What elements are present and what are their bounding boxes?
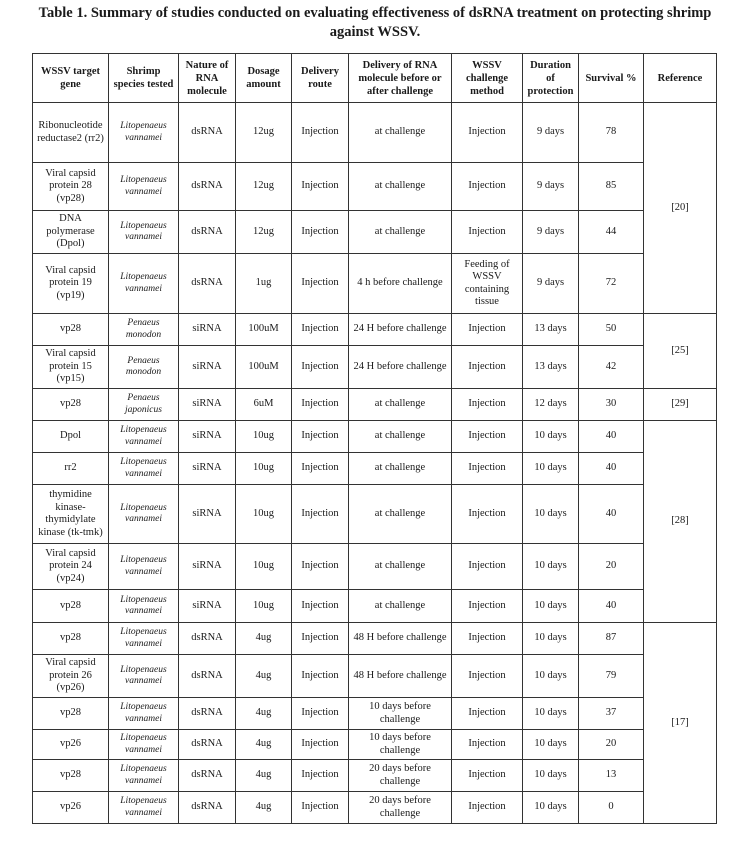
- species-cell: Litopenaeus vannamei: [109, 421, 179, 453]
- method-cell: Injection: [452, 590, 523, 623]
- species-cell: Litopenaeus vannamei: [109, 760, 179, 792]
- nature-cell: siRNA: [179, 421, 236, 453]
- species-cell: Penaeus japonicus: [109, 389, 179, 421]
- dosage-cell: 4ug: [236, 698, 292, 730]
- table-row: [33, 623, 717, 655]
- caption-line-2: against WSSV.: [329, 24, 421, 40]
- duration-cell: 10 days: [523, 453, 579, 485]
- route-cell: Injection: [292, 623, 349, 655]
- survival-cell: 37: [579, 698, 644, 730]
- reference-cell: [25]: [644, 314, 717, 389]
- header-dosage: Dosage amount: [236, 54, 292, 103]
- route-cell: Injection: [292, 314, 349, 346]
- timing-cell: at challenge: [349, 389, 452, 421]
- species-cell: Penaeus monodon: [109, 314, 179, 346]
- method-cell: Injection: [452, 346, 523, 389]
- gene-cell: vp28: [33, 760, 109, 792]
- route-cell: Injection: [292, 485, 349, 544]
- route-cell: Injection: [292, 698, 349, 730]
- duration-cell: 9 days: [523, 103, 579, 163]
- dosage-cell: 4ug: [236, 792, 292, 824]
- table-row: [33, 421, 717, 453]
- route-cell: Injection: [292, 760, 349, 792]
- dosage-cell: 10ug: [236, 453, 292, 485]
- route-cell: Injection: [292, 211, 349, 254]
- timing-cell: 4 h before challenge: [349, 254, 452, 314]
- survival-cell: 40: [579, 453, 644, 485]
- table-container: [32, 53, 716, 824]
- caption-line-1: Table 1. Summary of studies conducted on evaluating effectiveness of dsRNA treatment on protecting shrimp: [38, 5, 712, 21]
- gene-cell: vp28: [33, 389, 109, 421]
- table-row: [33, 103, 717, 163]
- reference-cell: [20]: [644, 103, 717, 314]
- duration-cell: 9 days: [523, 254, 579, 314]
- method-cell: Injection: [452, 103, 523, 163]
- species-cell: Litopenaeus vannamei: [109, 623, 179, 655]
- nature-cell: dsRNA: [179, 698, 236, 730]
- survival-cell: 42: [579, 346, 644, 389]
- timing-cell: 48 H before challenge: [349, 655, 452, 698]
- survival-cell: 40: [579, 485, 644, 544]
- gene-cell: rr2: [33, 453, 109, 485]
- timing-cell: at challenge: [349, 421, 452, 453]
- duration-cell: 10 days: [523, 655, 579, 698]
- method-cell: Injection: [452, 421, 523, 453]
- timing-cell: 20 days before challenge: [349, 760, 452, 792]
- route-cell: Injection: [292, 730, 349, 760]
- nature-cell: dsRNA: [179, 655, 236, 698]
- dosage-cell: 12ug: [236, 211, 292, 254]
- table-row: [33, 655, 717, 698]
- header-duration: Duration of protection: [523, 54, 579, 103]
- header-method: WSSV challenge method: [452, 54, 523, 103]
- nature-cell: siRNA: [179, 346, 236, 389]
- route-cell: Injection: [292, 254, 349, 314]
- route-cell: Injection: [292, 389, 349, 421]
- gene-cell: vp28: [33, 698, 109, 730]
- dosage-cell: 100uM: [236, 314, 292, 346]
- method-cell: Injection: [452, 698, 523, 730]
- survival-cell: 79: [579, 655, 644, 698]
- duration-cell: 9 days: [523, 211, 579, 254]
- survival-cell: 72: [579, 254, 644, 314]
- table-row: [33, 254, 717, 314]
- reference-cell: [28]: [644, 421, 717, 623]
- species-cell: Litopenaeus vannamei: [109, 163, 179, 211]
- species-cell: Litopenaeus vannamei: [109, 211, 179, 254]
- table-row: [33, 211, 717, 254]
- nature-cell: dsRNA: [179, 211, 236, 254]
- gene-cell: Ribonucleotide reductase2 (rr2): [33, 103, 109, 163]
- survival-cell: 78: [579, 103, 644, 163]
- method-cell: Injection: [452, 792, 523, 824]
- gene-cell: vp26: [33, 792, 109, 824]
- dosage-cell: 10ug: [236, 544, 292, 590]
- timing-cell: at challenge: [349, 211, 452, 254]
- timing-cell: 24 H before challenge: [349, 346, 452, 389]
- duration-cell: 10 days: [523, 792, 579, 824]
- gene-cell: Viral capsid protein 19 (vp19): [33, 254, 109, 314]
- reference-cell: [29]: [644, 389, 717, 421]
- gene-cell: Viral capsid protein 26 (vp26): [33, 655, 109, 698]
- species-cell: Litopenaeus vannamei: [109, 730, 179, 760]
- survival-cell: 40: [579, 421, 644, 453]
- survival-cell: 30: [579, 389, 644, 421]
- table-row: [33, 698, 717, 730]
- duration-cell: 10 days: [523, 698, 579, 730]
- timing-cell: at challenge: [349, 103, 452, 163]
- nature-cell: dsRNA: [179, 163, 236, 211]
- survival-cell: 44: [579, 211, 644, 254]
- method-cell: Injection: [452, 655, 523, 698]
- gene-cell: DNA polymerase (Dpol): [33, 211, 109, 254]
- dosage-cell: 4ug: [236, 655, 292, 698]
- duration-cell: 12 days: [523, 389, 579, 421]
- nature-cell: dsRNA: [179, 760, 236, 792]
- gene-cell: Viral capsid protein 15 (vp15): [33, 346, 109, 389]
- reference-cell: [17]: [644, 623, 717, 824]
- survival-cell: 20: [579, 544, 644, 590]
- species-cell: Litopenaeus vannamei: [109, 590, 179, 623]
- method-cell: Injection: [452, 314, 523, 346]
- route-cell: Injection: [292, 346, 349, 389]
- gene-cell: Dpol: [33, 421, 109, 453]
- nature-cell: dsRNA: [179, 254, 236, 314]
- species-cell: Litopenaeus vannamei: [109, 453, 179, 485]
- nature-cell: siRNA: [179, 485, 236, 544]
- gene-cell: vp28: [33, 590, 109, 623]
- dosage-cell: 10ug: [236, 485, 292, 544]
- survival-cell: 85: [579, 163, 644, 211]
- survival-cell: 40: [579, 590, 644, 623]
- table-row: [33, 544, 717, 590]
- table-row: [33, 346, 717, 389]
- timing-cell: at challenge: [349, 163, 452, 211]
- method-cell: Injection: [452, 623, 523, 655]
- table-row: [33, 760, 717, 792]
- summary-table: [32, 53, 717, 824]
- table-caption: [0, 4, 750, 42]
- dosage-cell: 10ug: [236, 421, 292, 453]
- timing-cell: 10 days before challenge: [349, 730, 452, 760]
- dosage-cell: 12ug: [236, 103, 292, 163]
- method-cell: Injection: [452, 730, 523, 760]
- timing-cell: at challenge: [349, 453, 452, 485]
- dosage-cell: 12ug: [236, 163, 292, 211]
- gene-cell: vp28: [33, 623, 109, 655]
- method-cell: Injection: [452, 389, 523, 421]
- route-cell: Injection: [292, 792, 349, 824]
- route-cell: Injection: [292, 103, 349, 163]
- header-nature: Nature of RNA molecule: [179, 54, 236, 103]
- header-species: Shrimp species tested: [109, 54, 179, 103]
- duration-cell: 10 days: [523, 730, 579, 760]
- table-row: [33, 730, 717, 760]
- duration-cell: 13 days: [523, 346, 579, 389]
- gene-cell: Viral capsid protein 28 (vp28): [33, 163, 109, 211]
- duration-cell: 10 days: [523, 623, 579, 655]
- table-row: [33, 389, 717, 421]
- dosage-cell: 1ug: [236, 254, 292, 314]
- route-cell: Injection: [292, 590, 349, 623]
- dosage-cell: 10ug: [236, 590, 292, 623]
- table-row: [33, 485, 717, 544]
- dosage-cell: 4ug: [236, 623, 292, 655]
- duration-cell: 10 days: [523, 421, 579, 453]
- table-row: [33, 453, 717, 485]
- table-row: [33, 314, 717, 346]
- gene-cell: thymidine kinase-thymidylate kinase (tk-tmk): [33, 485, 109, 544]
- gene-cell: vp28: [33, 314, 109, 346]
- route-cell: Injection: [292, 453, 349, 485]
- duration-cell: 13 days: [523, 314, 579, 346]
- timing-cell: at challenge: [349, 544, 452, 590]
- nature-cell: dsRNA: [179, 103, 236, 163]
- table-row: [33, 792, 717, 824]
- nature-cell: siRNA: [179, 590, 236, 623]
- header-route: Delivery route: [292, 54, 349, 103]
- route-cell: Injection: [292, 421, 349, 453]
- duration-cell: 10 days: [523, 485, 579, 544]
- table-body: [33, 103, 717, 824]
- header-gene: WSSV target gene: [33, 54, 109, 103]
- header-timing: Delivery of RNA molecule before or after challenge: [349, 54, 452, 103]
- header-row: [33, 54, 717, 103]
- nature-cell: siRNA: [179, 544, 236, 590]
- dosage-cell: 4ug: [236, 760, 292, 792]
- nature-cell: dsRNA: [179, 792, 236, 824]
- table-row: [33, 590, 717, 623]
- species-cell: Litopenaeus vannamei: [109, 698, 179, 730]
- method-cell: Injection: [452, 211, 523, 254]
- species-cell: Litopenaeus vannamei: [109, 103, 179, 163]
- duration-cell: 10 days: [523, 544, 579, 590]
- method-cell: Injection: [452, 163, 523, 211]
- species-cell: Litopenaeus vannamei: [109, 544, 179, 590]
- timing-cell: at challenge: [349, 485, 452, 544]
- route-cell: Injection: [292, 544, 349, 590]
- dosage-cell: 6uM: [236, 389, 292, 421]
- route-cell: Injection: [292, 655, 349, 698]
- survival-cell: 0: [579, 792, 644, 824]
- survival-cell: 20: [579, 730, 644, 760]
- duration-cell: 10 days: [523, 590, 579, 623]
- header-survival: Survival %: [579, 54, 644, 103]
- timing-cell: 48 H before challenge: [349, 623, 452, 655]
- method-cell: Injection: [452, 760, 523, 792]
- gene-cell: vp26: [33, 730, 109, 760]
- route-cell: Injection: [292, 163, 349, 211]
- timing-cell: 20 days before challenge: [349, 792, 452, 824]
- species-cell: Penaeus monodon: [109, 346, 179, 389]
- survival-cell: 13: [579, 760, 644, 792]
- nature-cell: siRNA: [179, 389, 236, 421]
- duration-cell: 9 days: [523, 163, 579, 211]
- timing-cell: 24 H before challenge: [349, 314, 452, 346]
- method-cell: Feeding of WSSV containing tissue: [452, 254, 523, 314]
- duration-cell: 10 days: [523, 760, 579, 792]
- species-cell: Litopenaeus vannamei: [109, 254, 179, 314]
- timing-cell: at challenge: [349, 590, 452, 623]
- species-cell: Litopenaeus vannamei: [109, 655, 179, 698]
- species-cell: Litopenaeus vannamei: [109, 792, 179, 824]
- header-reference: Reference: [644, 54, 717, 103]
- species-cell: Litopenaeus vannamei: [109, 485, 179, 544]
- survival-cell: 50: [579, 314, 644, 346]
- dosage-cell: 100uM: [236, 346, 292, 389]
- nature-cell: siRNA: [179, 453, 236, 485]
- nature-cell: siRNA: [179, 314, 236, 346]
- nature-cell: dsRNA: [179, 623, 236, 655]
- method-cell: Injection: [452, 544, 523, 590]
- table-row: [33, 163, 717, 211]
- method-cell: Injection: [452, 453, 523, 485]
- gene-cell: Viral capsid protein 24 (vp24): [33, 544, 109, 590]
- nature-cell: dsRNA: [179, 730, 236, 760]
- timing-cell: 10 days before challenge: [349, 698, 452, 730]
- survival-cell: 87: [579, 623, 644, 655]
- method-cell: Injection: [452, 485, 523, 544]
- dosage-cell: 4ug: [236, 730, 292, 760]
